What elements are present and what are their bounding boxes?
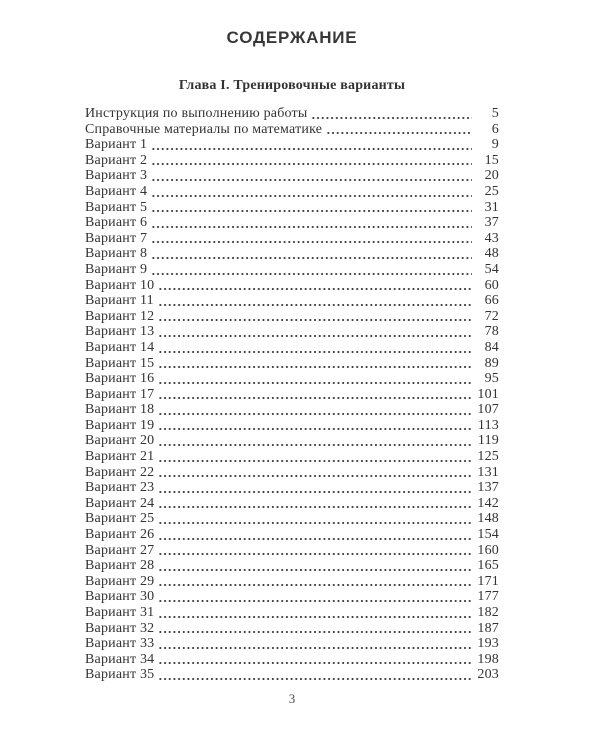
toc-entry (85, 621, 499, 637)
toc-entry (85, 231, 499, 247)
toc-entry-page: 131 (477, 464, 499, 480)
toc-entry-label: Вариант 35 (85, 667, 155, 683)
toc-entry-label: Вариант 7 (85, 230, 148, 246)
dot-leader (158, 433, 472, 449)
toc-entry-page: 113 (477, 417, 499, 433)
toc-entry-label: Вариант 24 (85, 495, 155, 511)
toc-entry-label: Вариант 21 (85, 449, 155, 465)
dot-leader (158, 652, 472, 668)
toc-entry (85, 371, 499, 387)
toc-entry-page: 187 (477, 620, 499, 636)
toc-entry-label: Вариант 17 (85, 386, 155, 402)
dot-leader (151, 262, 472, 278)
toc-entry (85, 246, 499, 262)
folio-page-number: 3 (288, 691, 296, 706)
dot-leader (158, 278, 472, 294)
toc-entry-page: 31 (484, 199, 499, 215)
toc-entry-page: 101 (477, 386, 499, 402)
toc-entry (85, 262, 499, 278)
toc-entry-page: 6 (491, 121, 499, 137)
toc-entry (85, 449, 499, 465)
toc-entry-label: Вариант 25 (85, 511, 155, 527)
toc-entry (85, 496, 499, 512)
toc-entry-label: Вариант 23 (85, 480, 155, 496)
toc-entry (85, 168, 499, 184)
toc-entry (85, 324, 499, 340)
dot-leader (158, 511, 472, 527)
dot-leader (151, 184, 472, 200)
toc-entry-page: 20 (484, 168, 499, 184)
toc-list (85, 106, 499, 683)
toc-entry (85, 309, 499, 325)
toc-entry (85, 433, 499, 449)
toc-entry-label: Вариант 12 (85, 308, 155, 324)
toc-entry-page: 119 (477, 433, 499, 449)
toc-entry-label: Справочные материалы по математике (85, 121, 323, 137)
toc-entry (85, 480, 499, 496)
toc-entry-page: 66 (484, 293, 499, 309)
toc-entry-label: Вариант 22 (85, 464, 155, 480)
toc-entry (85, 543, 499, 559)
dot-leader (151, 168, 472, 184)
toc-entry-label: Вариант 2 (85, 152, 148, 168)
toc-entry (85, 293, 499, 309)
toc-entry (85, 137, 499, 153)
toc-entry-label: Вариант 15 (85, 355, 155, 371)
toc-entry-label: Вариант 11 (85, 293, 154, 309)
dot-leader (158, 605, 472, 621)
toc-entry-label: Вариант 20 (85, 433, 155, 449)
toc-entry-page: 137 (477, 480, 499, 496)
page-content (85, 0, 499, 683)
dot-leader (158, 667, 472, 683)
dot-leader (151, 246, 472, 262)
toc-entry-page: 15 (484, 152, 499, 168)
dot-leader (311, 106, 472, 122)
toc-entry-label: Инструкция по выполнению работы (85, 106, 308, 121)
toc-entry-page: 198 (477, 651, 499, 667)
toc-entry-page: 72 (484, 308, 499, 324)
toc-entry-label: Вариант 14 (85, 339, 155, 355)
dot-leader (151, 153, 472, 169)
toc-entry-page: 60 (484, 277, 499, 293)
toc-entry-label: Вариант 5 (85, 199, 148, 215)
toc-entry-label: Вариант 19 (85, 417, 155, 433)
toc-entry-label: Вариант 10 (85, 277, 155, 293)
toc-entry-label: Вариант 28 (85, 558, 155, 574)
dot-leader (158, 356, 472, 372)
dot-leader (326, 122, 472, 138)
toc-entry-label: Вариант 9 (85, 261, 148, 277)
toc-entry (85, 527, 499, 543)
dot-leader (151, 137, 472, 153)
dot-leader (158, 293, 472, 309)
toc-entry-page: 125 (477, 449, 499, 465)
toc-entry (85, 122, 499, 138)
toc-entry-page: 160 (477, 542, 499, 558)
toc-entry-page: 37 (484, 215, 499, 231)
toc-entry (85, 387, 499, 403)
page-title: СОДЕРЖАНИЕ (226, 28, 358, 47)
dot-leader (151, 231, 472, 247)
toc-entry-page: 78 (484, 324, 499, 340)
dot-leader (158, 340, 472, 356)
dot-leader (151, 215, 472, 231)
toc-entry (85, 636, 499, 652)
toc-entry-label: Вариант 4 (85, 183, 148, 199)
toc-entry (85, 558, 499, 574)
toc-entry (85, 589, 499, 605)
toc-entry-label: Вариант 26 (85, 527, 155, 543)
toc-entry-page: 142 (477, 495, 499, 511)
toc-entry-page: 5 (491, 106, 499, 121)
dot-leader (158, 636, 472, 652)
chapter-heading: Глава I. Тренировочные варианты (178, 78, 406, 93)
toc-entry (85, 340, 499, 356)
toc-entry-label: Вариант 34 (85, 651, 155, 667)
toc-entry-label: Вариант 3 (85, 168, 148, 184)
toc-entry-label: Вариант 1 (85, 137, 148, 153)
toc-entry-label: Вариант 16 (85, 371, 155, 387)
toc-entry-page: 171 (477, 573, 499, 589)
dot-leader (158, 387, 472, 403)
toc-entry (85, 215, 499, 231)
toc-entry (85, 278, 499, 294)
toc-entry-page: 84 (484, 339, 499, 355)
toc-entry-label: Вариант 32 (85, 620, 155, 636)
toc-entry-label: Вариант 27 (85, 542, 155, 558)
dot-leader (158, 589, 472, 605)
toc-entry-page: 107 (477, 402, 499, 418)
toc-entry (85, 465, 499, 481)
toc-entry (85, 418, 499, 434)
toc-entry-page: 43 (484, 230, 499, 246)
toc-entry-label: Вариант 31 (85, 605, 155, 620)
toc-entry-label: Вариант 8 (85, 246, 148, 262)
toc-entry-page: 54 (484, 261, 499, 277)
toc-entry (85, 356, 499, 372)
dot-leader (151, 200, 472, 216)
dot-leader (158, 309, 472, 325)
dot-leader (158, 449, 472, 465)
toc-entry (85, 153, 499, 169)
dot-leader (158, 465, 472, 481)
toc-entry-page: 182 (477, 605, 499, 620)
dot-leader (158, 418, 472, 434)
dot-leader (158, 402, 472, 418)
dot-leader (158, 480, 472, 496)
toc-entry (85, 106, 499, 122)
toc-entry-label: Вариант 30 (85, 589, 155, 605)
dot-leader (158, 574, 472, 590)
toc-entry-label: Вариант 18 (85, 402, 155, 418)
toc-entry-page: 95 (484, 371, 499, 387)
toc-entry-page: 48 (484, 246, 499, 262)
toc-entry-page: 89 (484, 355, 499, 371)
toc-entry (85, 200, 499, 216)
toc-entry-page: 165 (477, 558, 499, 574)
toc-entry (85, 652, 499, 668)
dot-leader (158, 527, 472, 543)
toc-entry-page: 148 (477, 511, 499, 527)
dot-leader (158, 558, 472, 574)
dot-leader (158, 371, 472, 387)
toc-entry (85, 605, 499, 621)
toc-entry-label: Вариант 6 (85, 215, 148, 231)
dot-leader (158, 496, 472, 512)
toc-entry-label: Вариант 13 (85, 324, 155, 340)
toc-entry-page: 154 (477, 527, 499, 543)
dot-leader (158, 543, 472, 559)
toc-entry-page: 177 (477, 589, 499, 605)
dot-leader (158, 621, 472, 637)
toc-entry (85, 667, 499, 683)
toc-entry (85, 184, 499, 200)
toc-entry (85, 402, 499, 418)
toc-entry-page: 203 (477, 667, 499, 683)
toc-entry (85, 511, 499, 527)
toc-entry (85, 574, 499, 590)
toc-entry-page: 9 (491, 137, 499, 153)
toc-entry-page: 193 (477, 636, 499, 652)
dot-leader (158, 324, 472, 340)
toc-entry-label: Вариант 33 (85, 636, 155, 652)
toc-entry-label: Вариант 29 (85, 573, 155, 589)
toc-entry-page: 25 (484, 183, 499, 199)
